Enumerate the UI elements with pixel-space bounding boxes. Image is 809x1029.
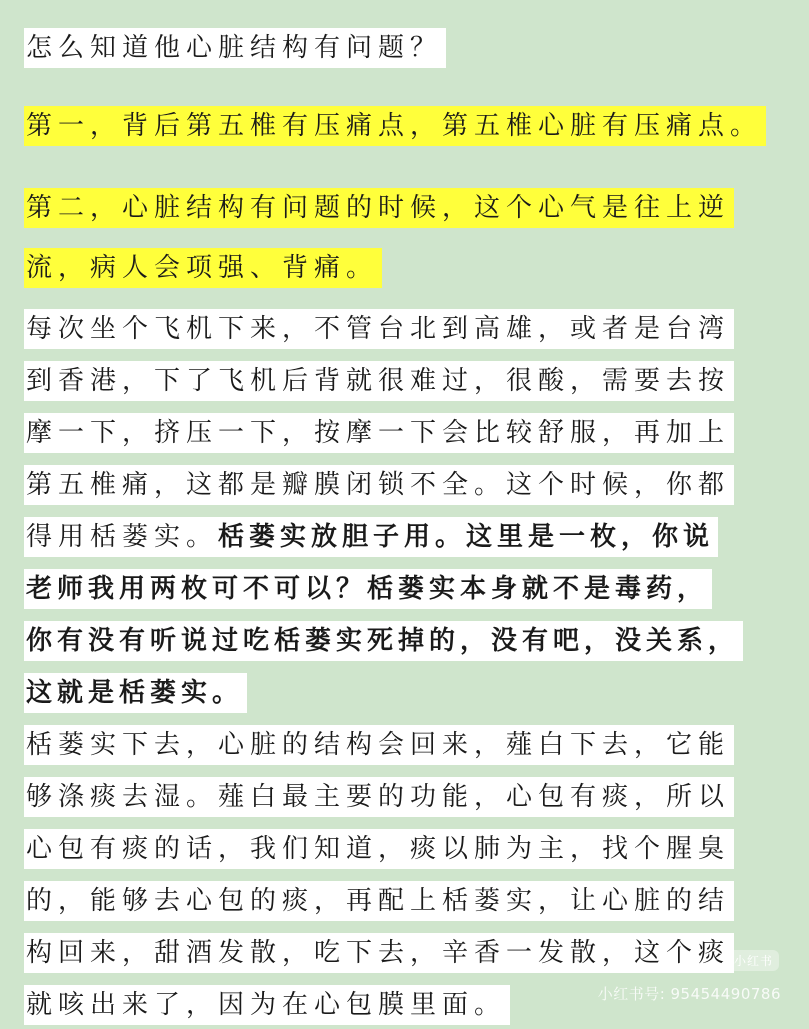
point-two-line-1: 第二，心脏结构有问题的时候，这个心气是往上逆 <box>24 188 734 228</box>
question-title-block <box>24 24 794 72</box>
paragraph-three-line-2: 到香港，下了飞机后背就很难过，很酸，需要去按 <box>24 361 734 401</box>
paragraph-three-line-4: 第五椎痛，这都是瓣膜闭锁不全。这个时候，你都 <box>24 465 734 505</box>
paragraph-three-line-5-normal: 得用栝蒌实。 <box>26 522 219 552</box>
point-two-line-2: 流，病人会项强、背痛。 <box>24 248 382 288</box>
point-two-block <box>24 184 794 292</box>
paragraph-three-line-5 <box>24 517 718 557</box>
point-one-block <box>24 102 794 150</box>
paragraph-four-line-2: 够涤痰去湿。薤白最主要的功能，心包有痰，所以 <box>24 777 734 817</box>
paragraph-three-line-7: 你有没有听说过吃栝蒌实死掉的，没有吧，没关系， <box>24 621 743 661</box>
question-title: 怎么知道他心脏结构有问题？ <box>24 28 446 68</box>
paragraph-four-line-6: 就咳出来了，因为在心包膜里面。 <box>24 985 510 1025</box>
paragraph-three-line-6: 老师我用两枚可不可以？栝蒌实本身就不是毒药， <box>24 569 712 609</box>
paragraph-four-line-3: 心包有痰的话，我们知道，痰以肺为主，找个腥臭 <box>24 829 734 869</box>
watermark-logo: 小红书 <box>728 950 779 971</box>
paragraph-three-line-5-bold: 栝蒌实放胆子用。这里是一枚，你说 <box>218 522 715 552</box>
paragraph-three-line-3: 摩一下，挤压一下，按摩一下会比较舒服，再加上 <box>24 413 734 453</box>
point-one-text: 第一，背后第五椎有压痛点，第五椎心脏有压痛点。 <box>24 106 766 146</box>
paragraph-three-line-8: 这就是栝蒌实。 <box>24 673 247 713</box>
paragraph-four-line-5: 构回来，甜酒发散，吃下去，辛香一发散，这个痰 <box>24 933 734 973</box>
paragraph-three-line-1: 每次坐个飞机下来，不管台北到高雄，或者是台湾 <box>24 309 734 349</box>
paragraph-four-line-4: 的，能够去心包的痰，再配上栝蒌实，让心脏的结 <box>24 881 734 921</box>
watermark-id: 小红书号: 95454490786 <box>597 985 781 1003</box>
paragraph-four-line-1: 栝蒌实下去，心脏的结构会回来，薤白下去，它能 <box>24 725 734 765</box>
paragraph-three <box>24 305 794 717</box>
